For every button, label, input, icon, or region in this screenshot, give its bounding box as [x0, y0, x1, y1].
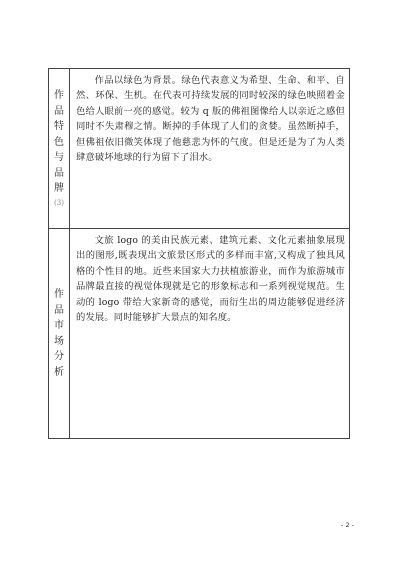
market-row: [49, 229, 350, 439]
label-char: 品: [54, 105, 64, 117]
design-content-cell: [70, 69, 350, 229]
design-paragraph: 作品以绿色为背景。绿色代表意义为希望、生命、和平、自然、环保、生机。在代表可持续发展的同时较深的绿色映照着金色给人眼前一亮的感觉。较为 q 版的佛祖图像给人以亲近之感但同时不失肃穆之情。断掉的手体现了人们的贪婪。虽然断掉手，但佛祖依旧微笑体现了他慈悲为怀的气度。但是还是为了为人类肆意破坏地球的行为留下了泪水。: [76, 75, 345, 164]
label-char: 色: [54, 136, 64, 148]
label-char: 牌: [54, 183, 64, 195]
label-char: 场: [54, 335, 64, 347]
content-table: [48, 68, 350, 439]
page-number: - 2 -: [341, 521, 354, 529]
label-char: 作: [54, 289, 64, 300]
label-char: 分: [54, 351, 64, 362]
market-label: [49, 287, 69, 380]
label-tail: (3): [54, 198, 64, 207]
label-char: 市: [54, 320, 64, 331]
design-label-cell: [49, 69, 70, 229]
design-row: [49, 69, 350, 229]
label-char: 品: [54, 304, 64, 316]
label-char: 特: [54, 121, 64, 133]
design-label: [49, 88, 69, 209]
market-paragraph: 文旅 logo 的美由民族元素、建筑元素、文化元素抽象展现出的图形,既表现出文旅景区形式的多样而丰富,又构成了独具风格的个性目的地。近些来国家大力扶植旅游业，而作为旅游城市品牌最直接的视觉体现就是它的形象标志和一系列视觉规范。生动的 logo 带给大家新奇的感觉，而衍生出的周边能够促进经济的发展。同时能够扩大景点的知名度。: [76, 235, 345, 324]
market-label-cell: [49, 229, 70, 439]
label-char: 与: [54, 152, 64, 164]
label-char: 品: [54, 167, 64, 179]
market-content-cell: [70, 229, 350, 439]
label-char: 作: [54, 90, 64, 102]
label-char: 析: [54, 366, 64, 378]
